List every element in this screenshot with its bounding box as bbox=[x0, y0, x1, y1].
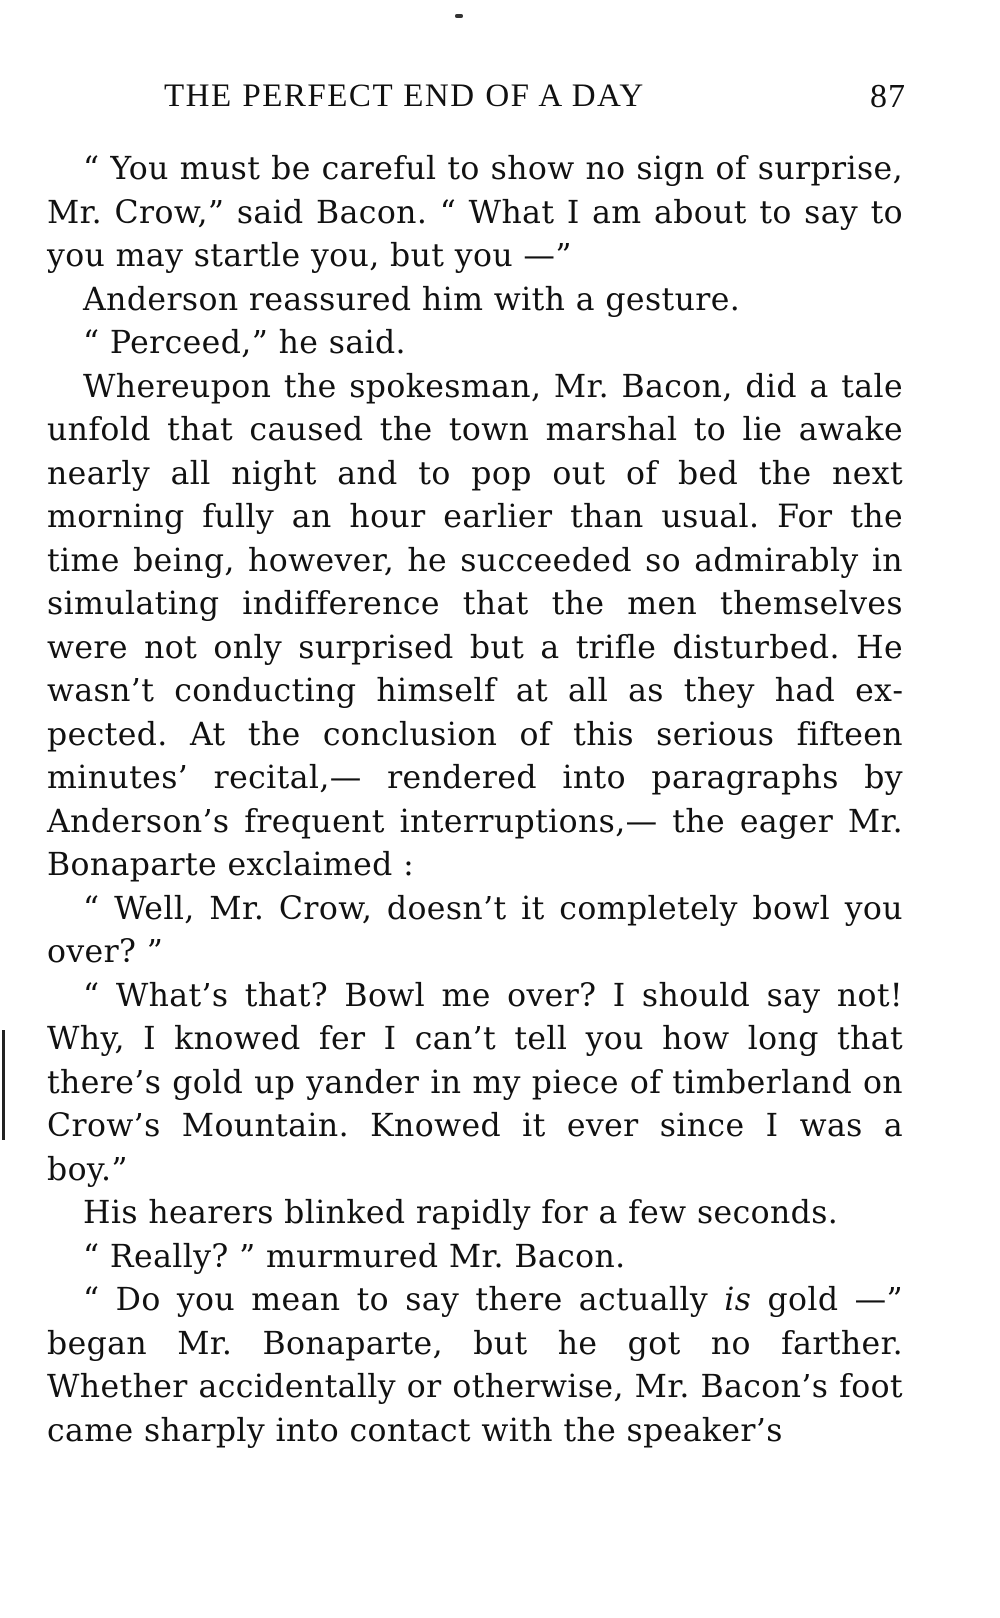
emphasis-word: is bbox=[724, 1282, 752, 1318]
paragraph-6: “ What’s that? Bowl me over? I should say not! Why, I knowed fer I can’t tell you how long that there’s gold up yander in my piece of timberland on Crow’s Mountain. Knowed it ever since I was a boy.” bbox=[47, 977, 903, 1188]
paragraph-9-start: “ Do you mean to say there actually bbox=[83, 1282, 725, 1318]
body-text bbox=[47, 148, 903, 1453]
paragraph-3: “ Perceed,” he said. bbox=[83, 325, 406, 361]
paragraph-1: “ You must be careful to show no sign of surprise, Mr. Crow,” said Bacon. “ What I am about to say to you may startle you, but you —” bbox=[47, 151, 903, 274]
page-header bbox=[46, 78, 906, 118]
paragraph-9 bbox=[47, 1279, 903, 1453]
print-speck bbox=[455, 14, 463, 18]
paragraph-7: His hearers blinked rapidly for a few seconds. bbox=[83, 1195, 839, 1231]
running-head: THE PERFECT END OF A DAY bbox=[164, 78, 645, 114]
paragraph-9-rest: gold —” began Mr. Bonaparte, but he got no farther. Whether accidentally or otherwise, Mr. Bacon’s foot came sharply into contact with the speaker’s bbox=[47, 1282, 903, 1449]
page-number: 87 bbox=[870, 78, 906, 115]
margin-mark bbox=[2, 1030, 5, 1140]
paragraph-2: Anderson reassured him with a gesture. bbox=[83, 281, 741, 318]
paragraph-5: “ Well, Mr. Crow, doesn’t it completely bowl you over? ” bbox=[47, 890, 903, 970]
paragraph-4: Whereupon the spokesman, Mr. Bacon, did a tale unfold that caused the town marshal to lie awake nearly all night and to pop out of bed the next morning fully an hour earlier than usual. For the time being, however, he succeeded so admirably in simulating indifference that the men themselves were not only surprised but a trifle disturbed. He wasn’t conducting himself at all as they had expected. At the conclusion of this serious fifteen minutes’ recital,— rendered into paragraphs by Anderson’s frequent interruptions,— the eager Mr. Bonaparte exclaimed : bbox=[47, 368, 903, 883]
paragraph-8: “ Really? ” murmured Mr. Bacon. bbox=[83, 1238, 626, 1275]
